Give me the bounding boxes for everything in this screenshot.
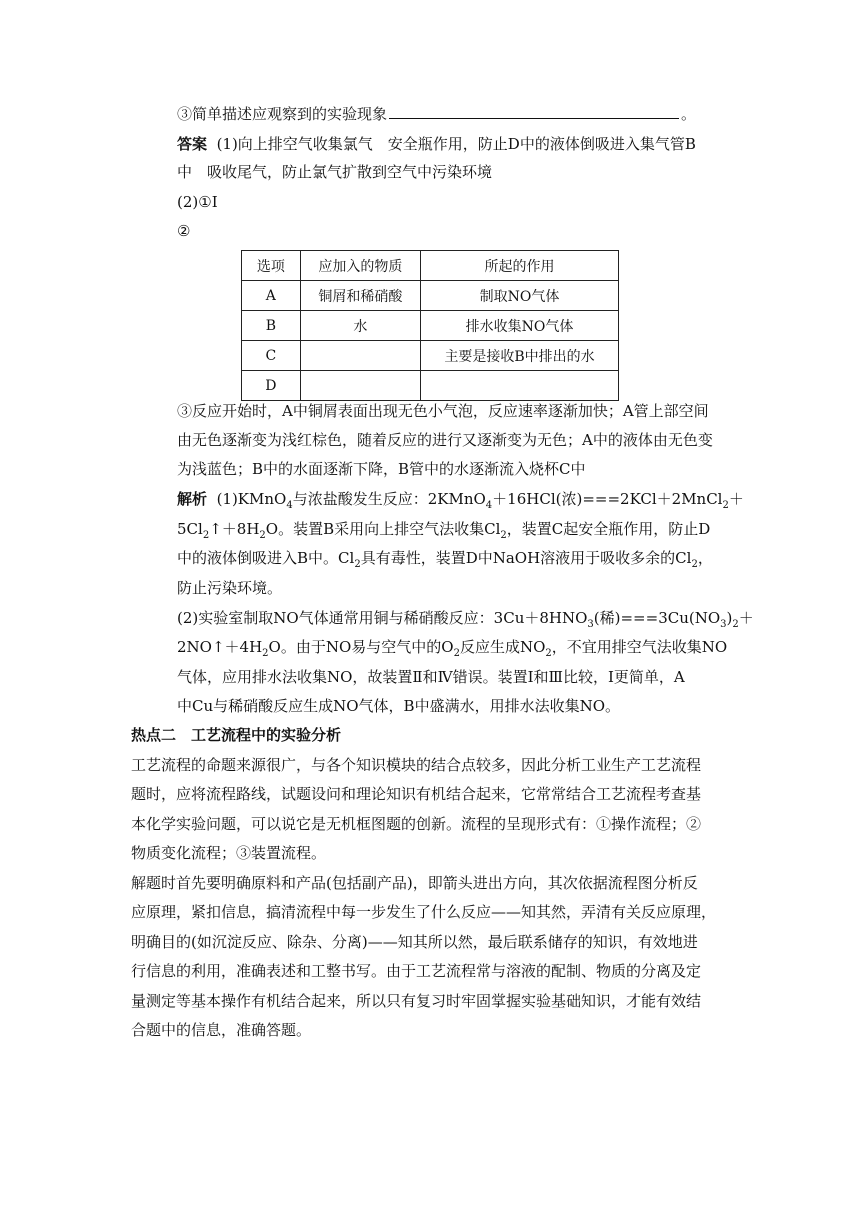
cell-substance (300, 371, 420, 401)
analysis-line-2 (177, 519, 710, 539)
section-title: 热点二 工艺流程中的实验分析 (131, 726, 342, 744)
paragraph-line: 量测定等基本操作有机结合起来，所以只有复习时牢固掌握实验基础知识，才能有效结 (131, 992, 702, 1010)
analysis-text: O。由于NO易与空气中的O (268, 638, 454, 656)
analysis-text: (1)KMnO (216, 490, 287, 508)
table-row (242, 371, 619, 401)
analysis-line-4: 防止污染环境。 (177, 579, 283, 597)
analysis-text: 具有毒性，装置D中NaOH溶液用于吸收多余的Cl (360, 549, 692, 567)
analysis-text: 中的液体倒吸进入B中。Cl (177, 549, 355, 567)
analysis-text: 与浓盐酸发生反应：2KMnO (292, 490, 486, 508)
subscript: 2 (732, 619, 739, 630)
question-end: 。 (681, 105, 697, 123)
table-row (242, 281, 619, 311)
paragraph-line: 工艺流程的命题来源很广，与各个知识模块的结合点较多，因此分析工业生产工艺流程 (131, 756, 702, 774)
analysis-text: ＋ (728, 490, 744, 508)
subscript: 2 (202, 530, 210, 541)
subscript: 3 (587, 619, 594, 630)
cell-option: D (242, 371, 301, 401)
answer-part2-2: ② (177, 222, 191, 240)
analysis-line-7: 气体，应用排水法收集NO，故装置Ⅱ和Ⅳ错误。装置Ⅰ和Ⅲ比较，Ⅰ更简单，A (177, 668, 685, 686)
subscript: 2 (722, 500, 729, 511)
cell-role (421, 371, 619, 401)
phenomenon-line-1: ③反应开始时，A中铜屑表面出现无色小气泡，反应速率逐渐加快；A管上部空间 (177, 402, 709, 420)
cell-role: 排水收集NO气体 (421, 311, 619, 341)
cell-option: C (242, 341, 301, 371)
phenomenon-line-3: 为浅蓝色；B中的水面逐渐下降，B管中的水逐渐流入烧杯C中 (177, 460, 586, 478)
analysis-text: (2)实验室制取NO气体通常用铜与稀硝酸反应：3Cu＋8HNO (177, 609, 588, 627)
answer-line-1 (177, 134, 696, 154)
answer-blank (389, 104, 679, 119)
cell-option: A (242, 281, 301, 311)
analysis-text: 反应生成NO (459, 638, 546, 656)
paragraph-line: 应原理，紧扣信息，搞清流程中每一步发生了什么反应——知其然，弄清有关反应原理， (131, 903, 717, 921)
analysis-line-1 (177, 489, 744, 509)
subscript: 2 (691, 559, 698, 570)
paragraph-line: 题时，应将流程路线，试题设问和理论知识有机结合起来，它常常结合工艺流程考查基 (131, 785, 702, 803)
options-table (241, 250, 619, 401)
subscript: 2 (259, 530, 266, 541)
analysis-text: O。装置B采用向上排空气法收集Cl (265, 520, 501, 538)
subscript: 2 (354, 559, 361, 570)
analysis-text: ＋ (738, 609, 754, 627)
header-role: 所起的作用 (421, 251, 619, 281)
table-header-row (242, 251, 619, 281)
subscript: 3 (720, 619, 727, 630)
cell-option: B (242, 311, 301, 341)
question-3-line (177, 104, 696, 124)
cell-substance (300, 341, 420, 371)
paragraph-line: 合题中的信息，准确答题。 (131, 1021, 312, 1039)
analysis-text: 2NO↑＋4H (177, 638, 263, 656)
analysis-text: ， (697, 549, 713, 567)
analysis-line-8: 中Cu与稀硝酸反应生成NO气体，B中盛满水，用排水法收集NO。 (177, 697, 621, 715)
analysis-text: 5Cl (177, 520, 203, 538)
analysis-text: ) (726, 609, 733, 627)
table-row (242, 311, 619, 341)
subscript: 2 (262, 648, 269, 659)
paragraph-line: 行信息的利用，准确表述和工整书写。由于工艺流程常与溶液的配制、物质的分离及定 (131, 962, 702, 980)
answer-label: 答案 (177, 135, 208, 153)
subscript: 4 (286, 500, 293, 511)
analysis-text: ↑＋8H (209, 520, 260, 538)
analysis-line-5 (177, 608, 754, 628)
answer-part2-1: (2)①Ⅰ (177, 193, 218, 211)
question-text: ③简单描述应观察到的实验现象 (177, 105, 388, 123)
analysis-line-6 (177, 637, 727, 657)
cell-role: 主要是接收B中排出的水 (421, 341, 619, 371)
analysis-text: ，装置C起安全瓶作用，防止D (506, 520, 711, 538)
paragraph-line: 本化学实验问题，可以说它是无机框图题的创新。流程的呈现形式有：①操作流程；② (131, 815, 702, 833)
paragraph-line: 物质变化流程；③装置流程。 (131, 844, 327, 862)
paragraph-line: 解题时首先要明确原料和产品(包括副产品)，即箭头进出方向，其次依据流程图分析反 (131, 874, 698, 892)
analysis-line-3 (177, 548, 713, 568)
analysis-text: ，不宜用排空气法收集NO (551, 638, 728, 656)
phenomenon-line-2: 由无色逐渐变为浅红棕色，随着反应的进行又逐渐变为无色；A中的液体由无色变 (177, 431, 713, 449)
cell-substance: 铜屑和稀硝酸 (300, 281, 420, 311)
cell-substance: 水 (300, 311, 420, 341)
paragraph-line: 明确目的(如沉淀反应、除杂、分离)——知其所以然，最后联系储存的知识，有效地进 (131, 933, 698, 951)
answer-text: (1)向上排空气收集氯气 安全瓶作用，防止D中的液体倒吸进入集气管B (216, 135, 696, 153)
subscript: 4 (485, 500, 493, 511)
analysis-label: 解析 (177, 490, 208, 508)
subscript: 2 (545, 648, 552, 659)
table-row (242, 341, 619, 371)
cell-role: 制取NO气体 (421, 281, 619, 311)
header-substance: 应加入的物质 (300, 251, 420, 281)
header-option: 选项 (242, 251, 301, 281)
analysis-text: (稀)===3Cu(NO (593, 609, 721, 627)
answer-line-2: 中 吸收尾气，防止氯气扩散到空气中污染环境 (177, 163, 493, 181)
subscript: 2 (453, 648, 460, 659)
analysis-text: ＋16HCl(浓)===2KCl＋2MnCl (492, 490, 723, 508)
subscript: 2 (500, 530, 507, 541)
